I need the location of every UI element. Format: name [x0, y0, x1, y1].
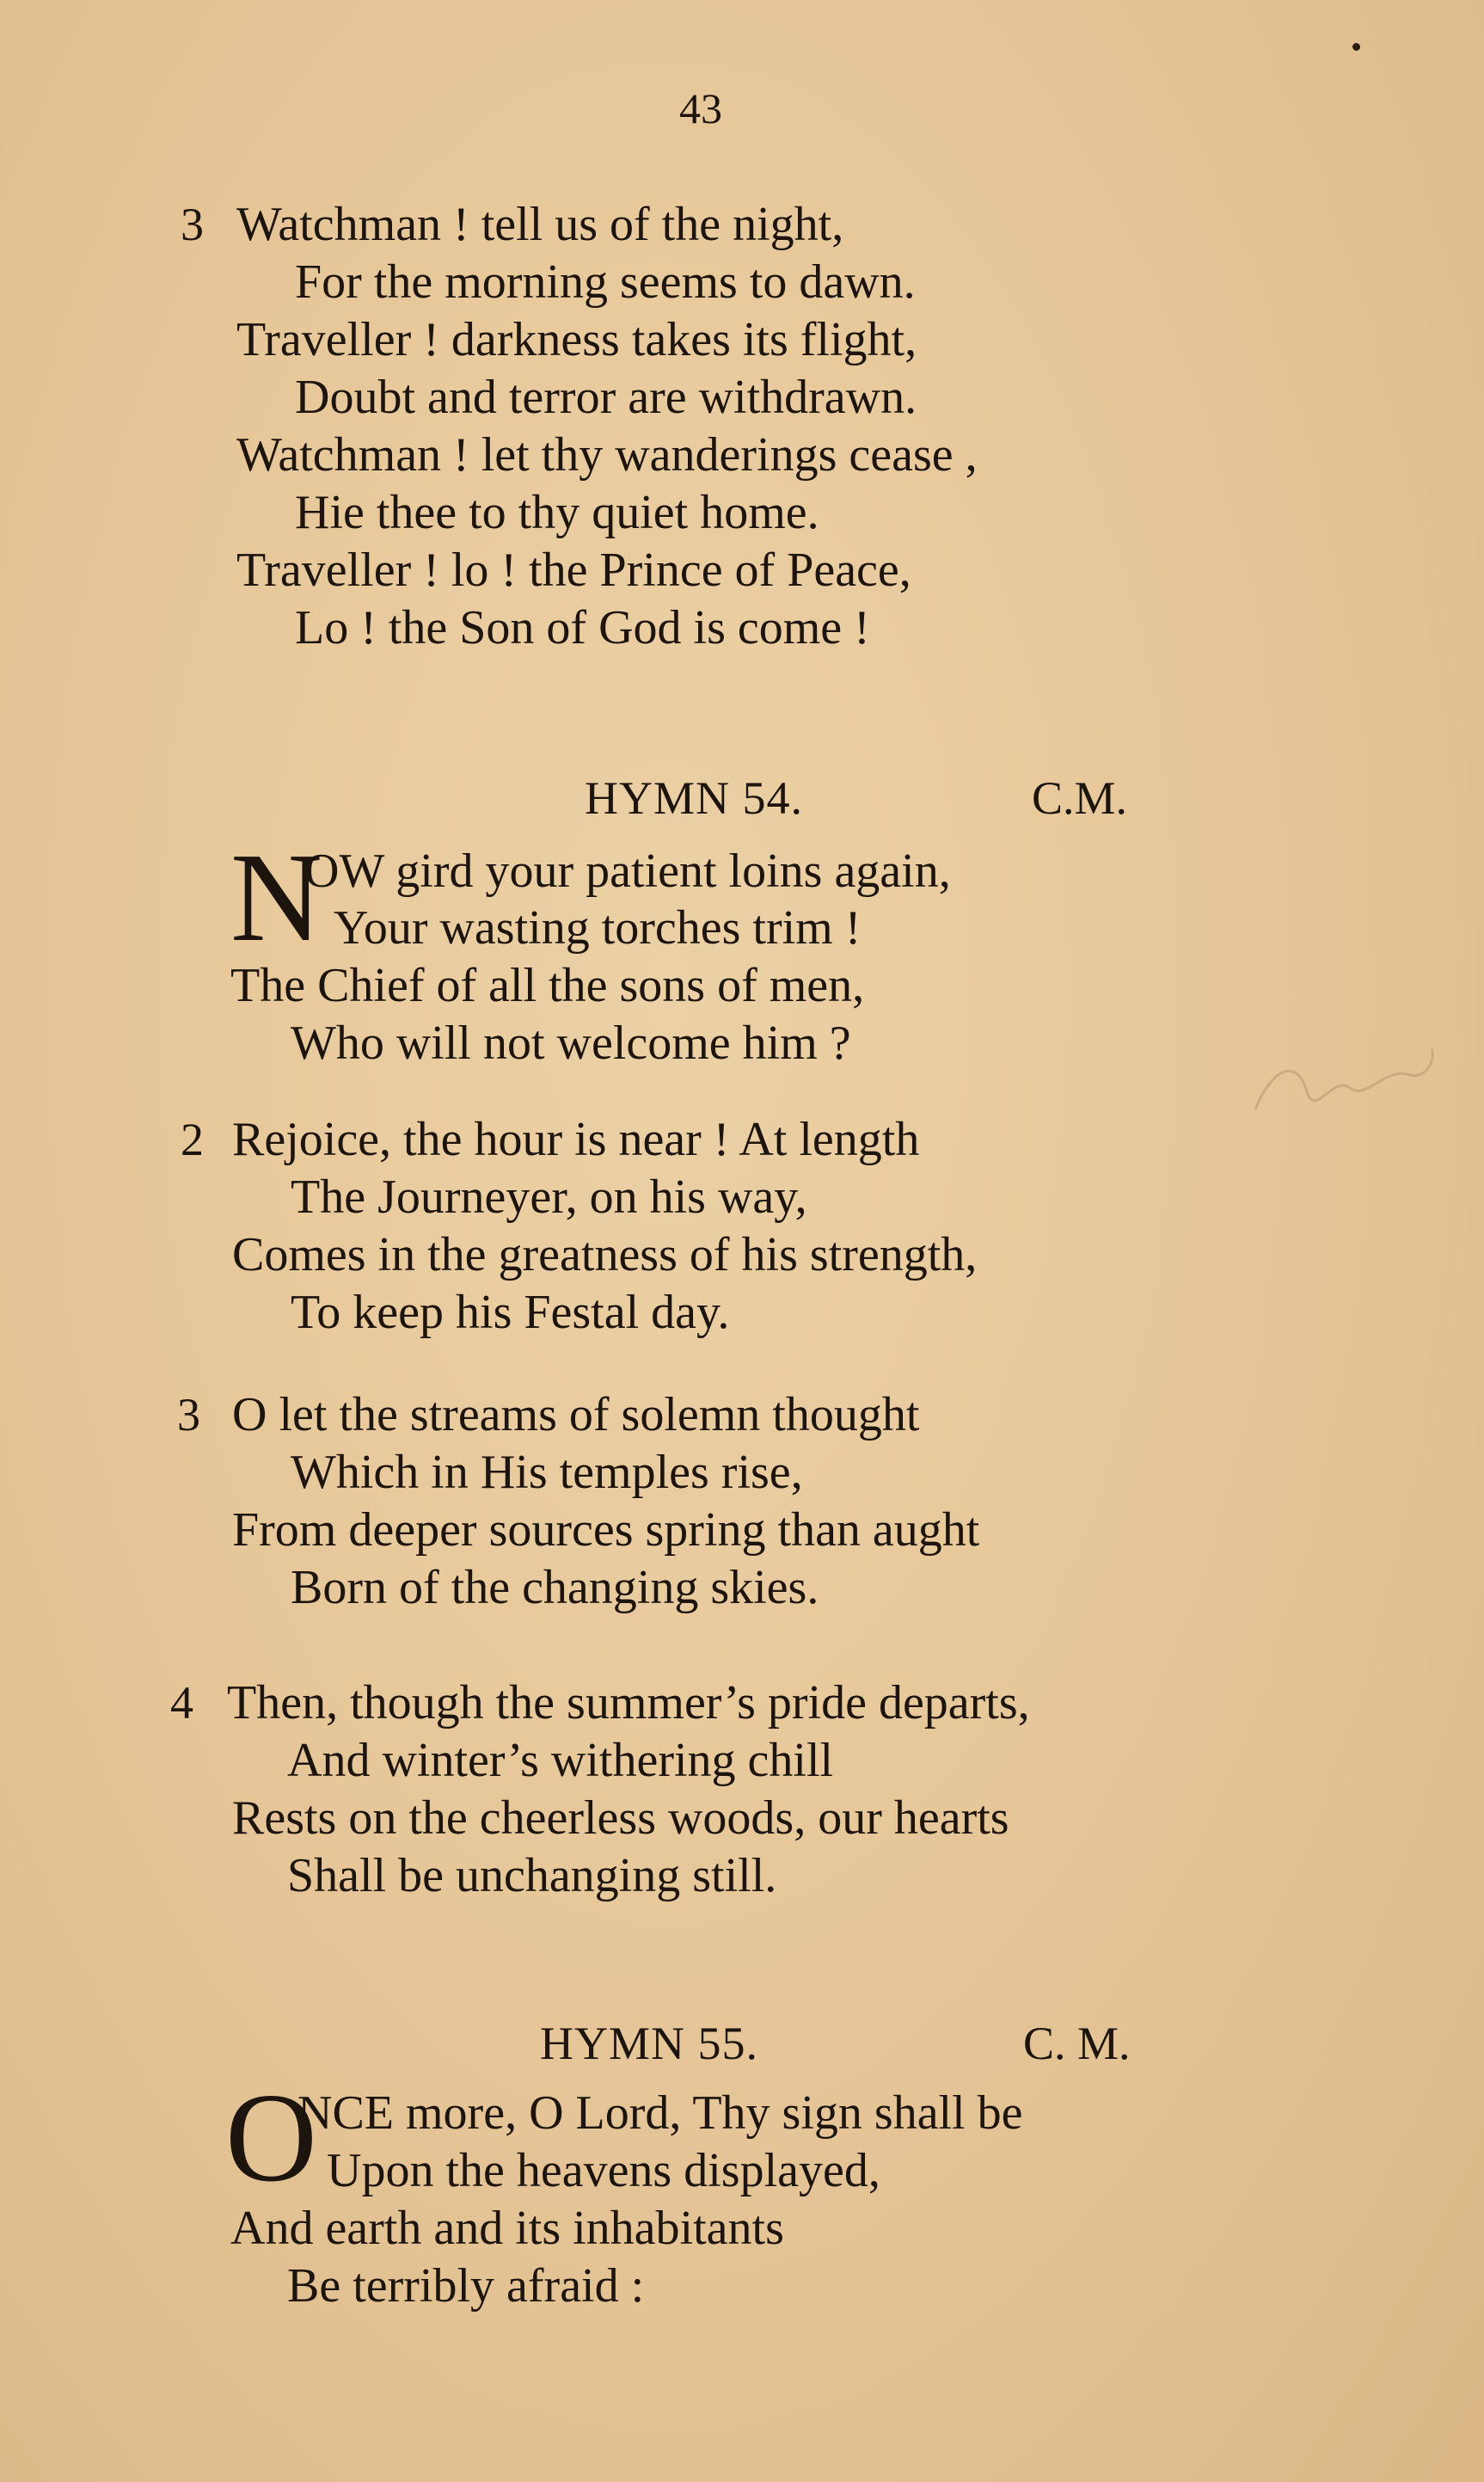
verse-line: Born of the changing skies.: [291, 1561, 819, 1614]
verse-line: Traveller ! lo ! the Prince of Peace,: [236, 544, 911, 597]
verse-number: 2: [181, 1114, 204, 1165]
drop-cap: N: [230, 827, 322, 968]
verse-number: 3: [177, 1389, 200, 1441]
verse-line: Rejoice, the hour is near ! At length: [232, 1113, 920, 1166]
verse-line: Then, though the summer’s pride departs,: [227, 1676, 1030, 1729]
verse-line: Your wasting torches trim !: [334, 901, 862, 955]
verse-line: Lo ! the Son of God is come !: [295, 601, 870, 654]
verse-line: Doubt and terror are withdrawn.: [295, 371, 917, 424]
drop-cap: O: [225, 2067, 317, 2209]
verse-line: OW gird your patient loins again,: [304, 845, 951, 898]
verse-number: 4: [170, 1677, 193, 1729]
page-number: 43: [679, 84, 722, 132]
verse-line: For the morning seems to dawn.: [295, 255, 916, 309]
verse-line: Rests on the cheerless woods, our hearts: [232, 1791, 1009, 1845]
verse-line: O let the streams of solemn thought: [232, 1388, 920, 1441]
verse-line: And earth and its inhabitants: [230, 2202, 784, 2255]
verse-line: The Chief of all the sons of men,: [230, 959, 865, 1012]
verse-number: 3: [181, 199, 204, 250]
verse-line: Who will not welcome him ?: [291, 1017, 851, 1070]
verse-line: The Journeyer, on his way,: [291, 1170, 807, 1224]
verse-line: Shall be unchanging still.: [287, 1849, 777, 1902]
verse-line: Watchman ! tell us of the night,: [236, 198, 844, 251]
verse-line: Comes in the greatness of his strength,: [232, 1228, 978, 1281]
verse-line: Hie thee to thy quiet home.: [295, 486, 819, 539]
hymn-55-meter: C. M.: [1023, 2018, 1131, 2069]
verse-line: Be terribly afraid :: [287, 2259, 645, 2313]
verse-line: Traveller ! darkness takes its flight,: [236, 313, 917, 366]
verse-line: From deeper sources spring than aught: [232, 1503, 980, 1557]
verse-line: Upon the heavens displayed,: [327, 2144, 880, 2197]
pencil-scribble: [1238, 1041, 1444, 1135]
hymn-55-title: HYMN 55.: [540, 2018, 759, 2069]
verse-line: NCE more, O Lord, Thy sign shall be: [297, 2086, 1023, 2140]
verse-line: Which in His temples rise,: [291, 1446, 803, 1499]
verse-line: Watchman ! let thy wanderings cease ,: [236, 428, 978, 482]
ink-speck: [1352, 43, 1360, 51]
hymn-54-meter: C.M.: [1032, 772, 1128, 824]
hymn-54-title: HYMN 54.: [585, 772, 804, 824]
verse-line: And winter’s withering chill: [287, 1734, 834, 1787]
verse-line: To keep his Festal day.: [291, 1286, 730, 1339]
